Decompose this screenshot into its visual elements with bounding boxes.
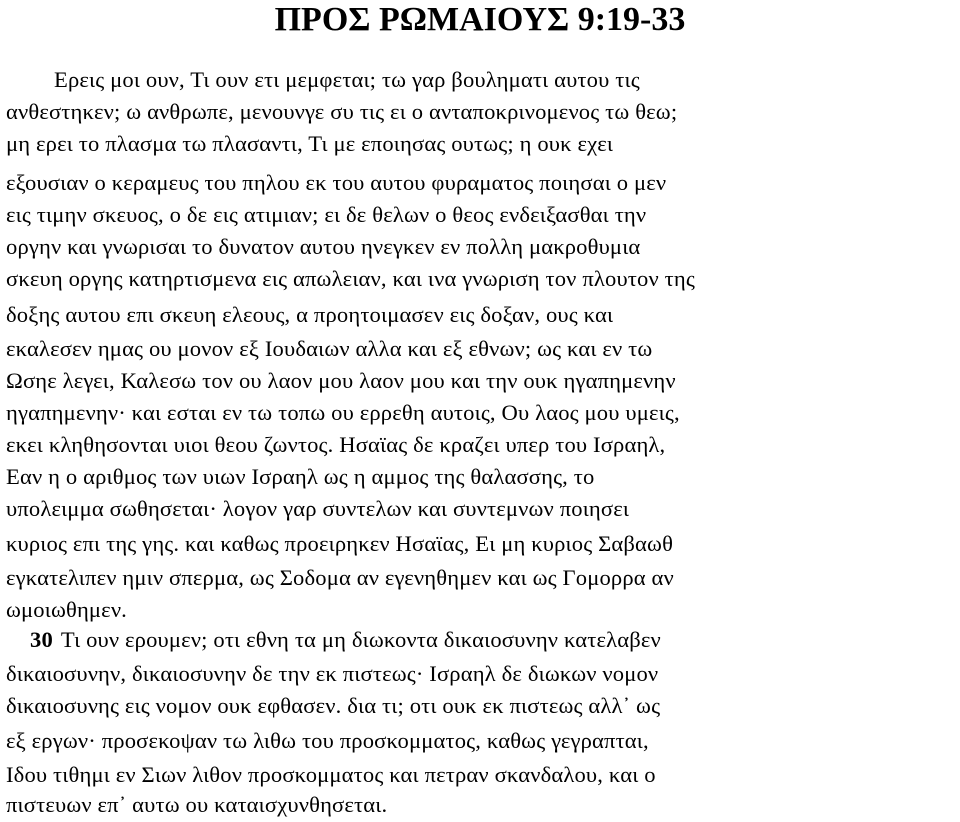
text-line: κυριος επι της γης. και καθως προειρηκεν Ησαϊας, Ει μη κυριος Σαβαωθ (6, 531, 674, 556)
text-line: ανθεστηκεν; ω ανθρωπε, μενουνγε συ τις ει ο ανταποκρινομενος τω θεω; (6, 99, 678, 124)
text-line: υπολειμμα σωθησεται· λογον γαρ συντελων και συντεμνων ποιησει (6, 496, 630, 521)
text-line: Ερεις μοι ουν, Τι ουν ετι μεμφεται; τω γαρ βουληματι αυτου τις (54, 67, 640, 92)
text-line: εκαλεσεν ημας ου μονον εξ Ιουδαιων αλλα και εξ εθνων; ως και εν τω (6, 336, 653, 361)
text-line: Εαν η ο αριθμος των υιων Ισραηλ ως η αμμος της θαλασσης, το (6, 464, 595, 489)
text-line: Ιδου τιθημι εν Σιων λιθον προσκομματος και πετραν σκανδαλου, και ο (6, 762, 656, 787)
text-line: δοξης αυτου επι σκευη ελεους, α προητοιμασεν εις δοξαν, ους και (6, 302, 614, 327)
text-line: εις τιμην σκευος, ο δε εις ατιμιαν; ει δε θελων ο θεος ενδειξασθαι την (6, 202, 647, 227)
text-line: δικαιοσυνης εις νομον ουκ εφθασεν. δια τι; οτι ουκ εκ πιστεως αλλ᾽ ως (6, 693, 661, 718)
text-line: Ωσηε λεγει, Καλεσω τον ου λαον μου λαον μου και την ουκ ηγαπημενην (6, 368, 676, 393)
text-line: σκευη οργης κατηρτισμενα εις απωλειαν, και ινα γνωριση τον πλουτον της (6, 266, 695, 291)
page-title: ΠΡΟΣ ΡΩΜΑΙΟΥΣ 9:19-33 (274, 1, 686, 38)
text-line: ωμοιωθημεν. (6, 597, 127, 622)
text-line: οργην και γνωρισαι το δυνατον αυτου ηνεγκεν εν πολλη μακροθυμια (6, 234, 641, 259)
verse-text: Τι ουν ερουμεν; οτι εθνη τα μη διωκοντα δικαιοσυνην κατελαβεν (60, 627, 661, 652)
text-line: μη ερει το πλασμα τω πλασαντι, Τι με εποιησας ουτως; η ουκ εχει (6, 131, 614, 156)
text-line: εκει κληθησονται υιοι θεου ζωντος. Ησαϊας δε κραζει υπερ του Ισραηλ, (6, 432, 666, 457)
text-line: πιστευων επ᾽ αυτω ου καταισχυνθησεται. (6, 792, 388, 817)
text-line: εξουσιαν ο κεραμευς του πηλου εκ του αυτου φυραματος ποιησαι ο μεν (6, 170, 667, 195)
verse-number: 30 (30, 627, 53, 652)
text-line: ηγαπημενην· και εσται εν τω τοπω ου ερρεθη αυτοις, Ου λαος μου υμεις, (6, 400, 680, 425)
verse-30-line (30, 625, 661, 655)
text-line: εξ εργων· προσεκοψαν τω λιθω του προσκομματος, καθως γεγραπται, (6, 728, 649, 753)
text-line: εγκατελιπεν ημιν σπερμα, ως Σοδομα αν εγενηθημεν και ως Γομορρα αν (6, 565, 674, 590)
text-line: δικαιοσυνην, δικαιοσυνην δε την εκ πιστεως· Ισραηλ δε διωκων νομον (6, 661, 659, 686)
